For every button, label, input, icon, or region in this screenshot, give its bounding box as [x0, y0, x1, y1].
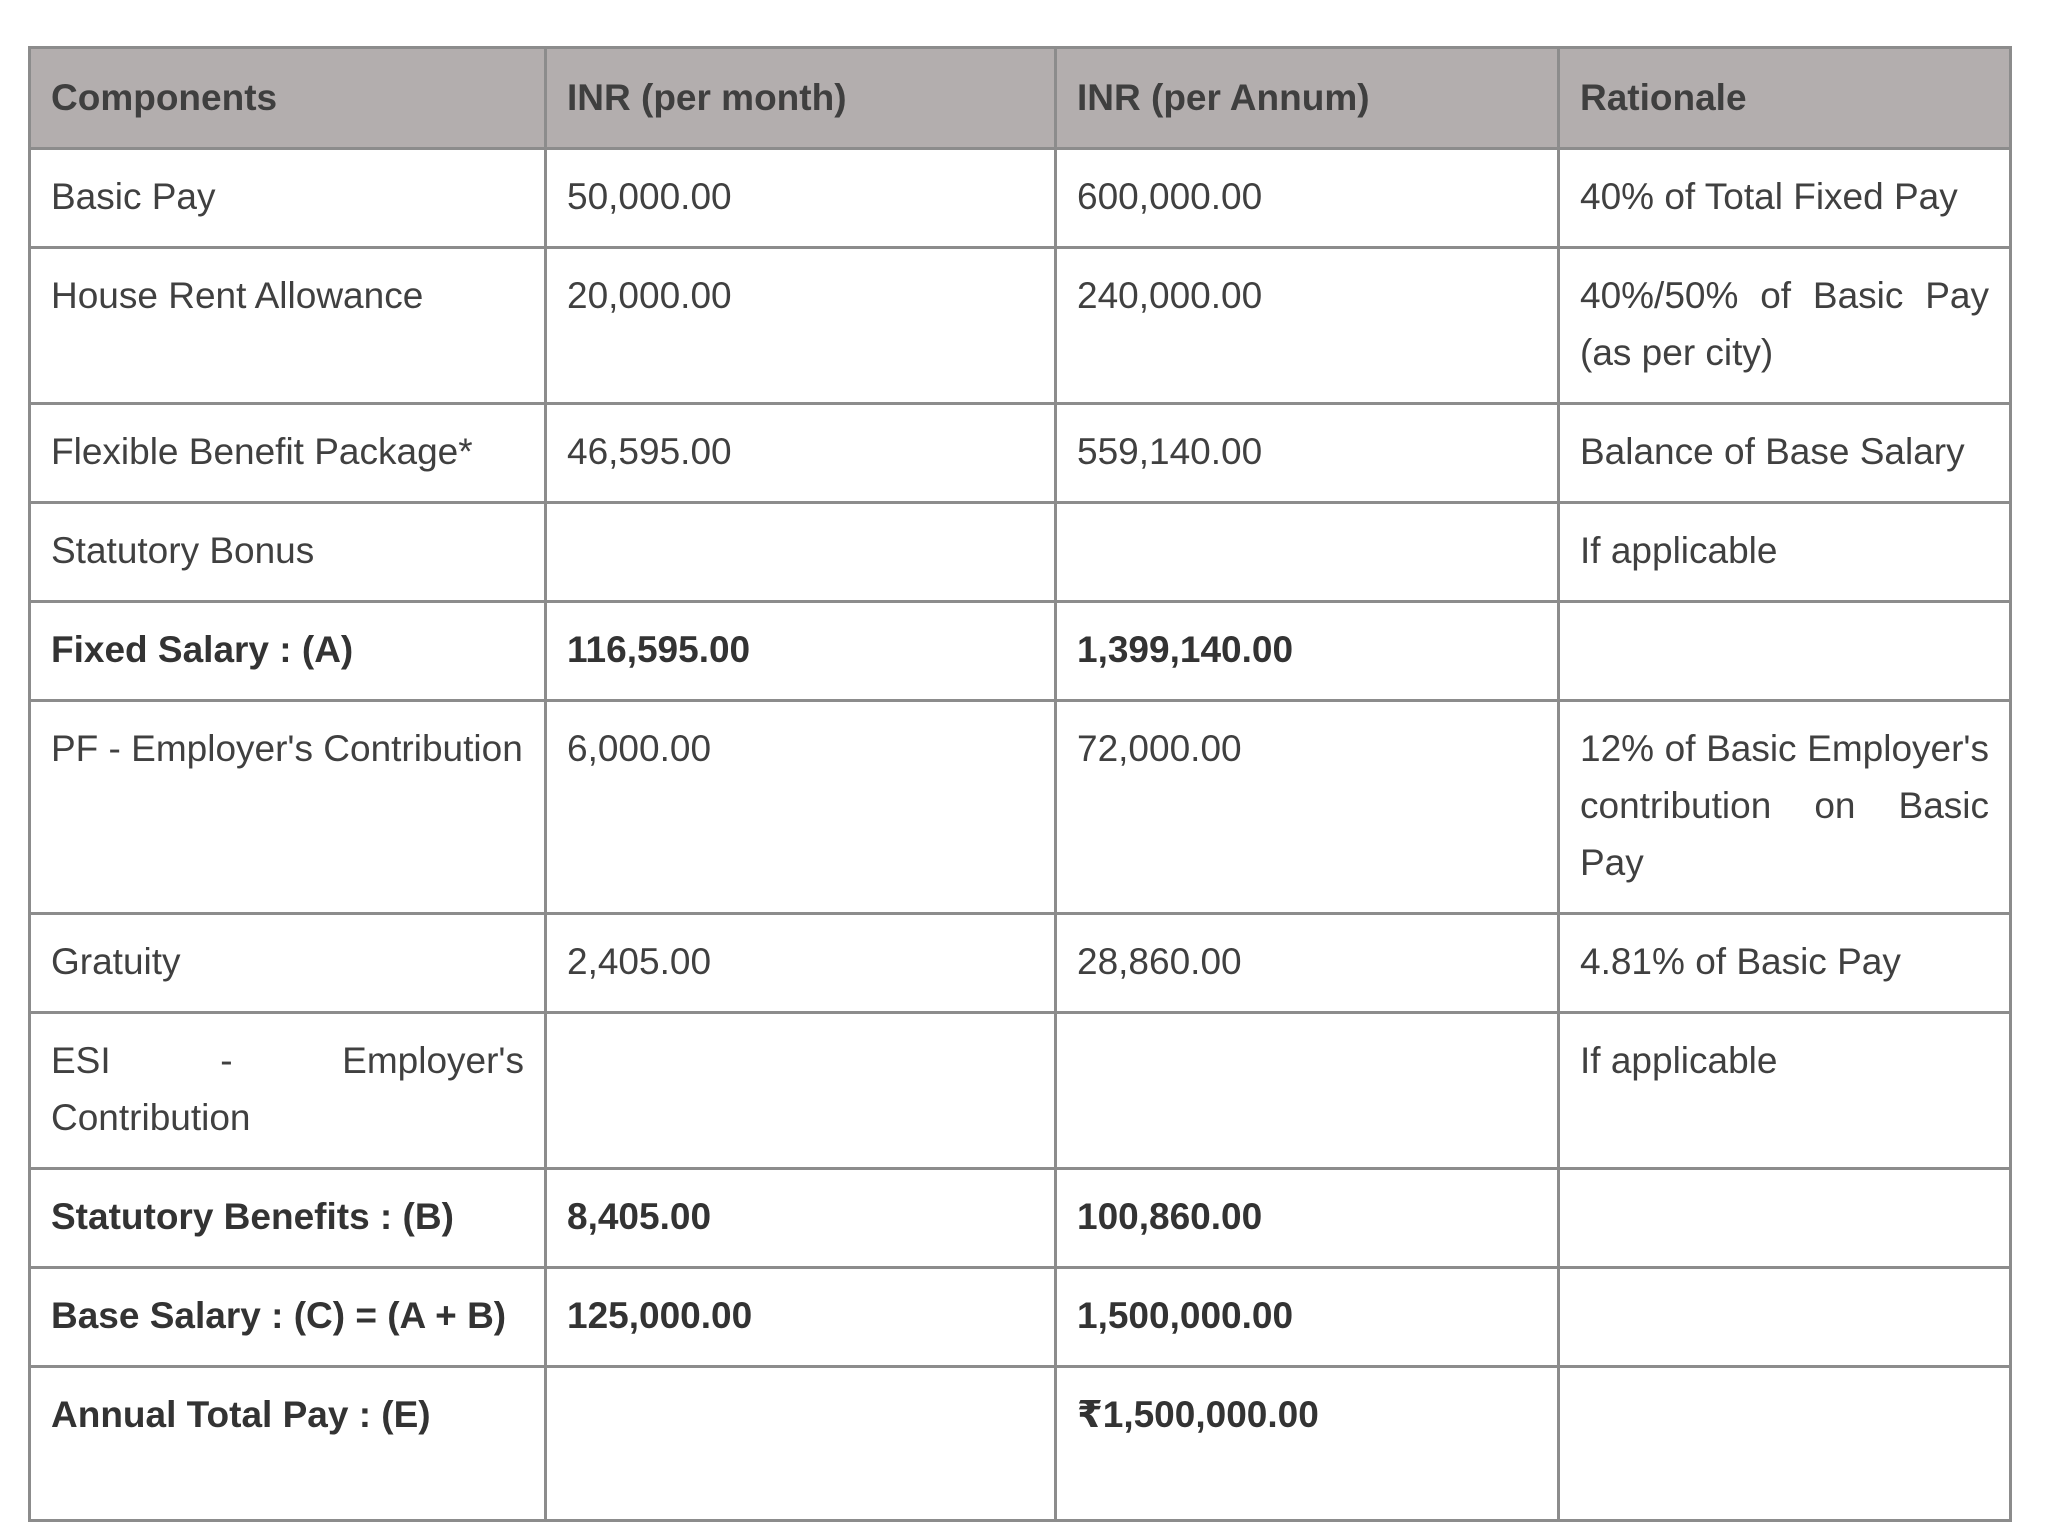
annual-cell: 1,500,000.00: [1056, 1268, 1559, 1367]
total-row: [30, 1367, 2011, 1521]
salary-breakdown-table: [28, 46, 2012, 1522]
component-cell: Base Salary : (C) = (A + B): [30, 1268, 546, 1367]
component-cell: ESI - Employer's Contribution: [30, 1013, 546, 1169]
rationale-cell: 40% of Total Fixed Pay: [1559, 149, 2011, 248]
rationale-cell: [1559, 1367, 2011, 1521]
annual-cell: [1056, 503, 1559, 602]
total-row: [30, 1268, 2011, 1367]
annual-cell: 1,399,140.00: [1056, 602, 1559, 701]
rationale-cell: If applicable: [1559, 1013, 2011, 1169]
component-cell: Annual Total Pay : (E): [30, 1367, 546, 1521]
component-cell: House Rent Allowance: [30, 248, 546, 404]
component-cell: Gratuity: [30, 914, 546, 1013]
annual-cell: [1056, 1013, 1559, 1169]
rationale-cell: 4.81% of Basic Pay: [1559, 914, 2011, 1013]
table-row: [30, 503, 2011, 602]
table-row: [30, 914, 2011, 1013]
annual-cell: 72,000.00: [1056, 701, 1559, 914]
annual-cell: 100,860.00: [1056, 1169, 1559, 1268]
rationale-cell: If applicable: [1559, 503, 2011, 602]
table-row: [30, 248, 2011, 404]
annual-cell: 28,860.00: [1056, 914, 1559, 1013]
rationale-cell: [1559, 1169, 2011, 1268]
annual-cell: 559,140.00: [1056, 404, 1559, 503]
monthly-cell: 20,000.00: [546, 248, 1056, 404]
table-row: [30, 1013, 2011, 1169]
rationale-cell: 40%/50% of Basic Pay (as per city): [1559, 248, 2011, 404]
component-cell: PF - Employer's Contribution: [30, 701, 546, 914]
component-cell: Basic Pay: [30, 149, 546, 248]
component-cell: Statutory Benefits : (B): [30, 1169, 546, 1268]
monthly-cell: 125,000.00: [546, 1268, 1056, 1367]
annual-cell: 240,000.00: [1056, 248, 1559, 404]
component-cell: Fixed Salary : (A): [30, 602, 546, 701]
component-cell: Statutory Bonus: [30, 503, 546, 602]
table-header-row: [30, 48, 2011, 149]
rationale-cell: Balance of Base Salary: [1559, 404, 2011, 503]
rationale-cell: [1559, 1268, 2011, 1367]
table-row: [30, 404, 2011, 503]
header-inr-per-annum: INR (per Annum): [1056, 48, 1559, 149]
monthly-cell: [546, 503, 1056, 602]
rationale-cell: 12% of Basic Employer's contribution on Basic Pay: [1559, 701, 2011, 914]
subtotal-row: [30, 1169, 2011, 1268]
table-row: [30, 701, 2011, 914]
monthly-cell: 116,595.00: [546, 602, 1056, 701]
component-cell: Flexible Benefit Package*: [30, 404, 546, 503]
header-rationale: Rationale: [1559, 48, 2011, 149]
table-row: [30, 149, 2011, 248]
monthly-cell: 2,405.00: [546, 914, 1056, 1013]
monthly-cell: 50,000.00: [546, 149, 1056, 248]
monthly-cell: 6,000.00: [546, 701, 1056, 914]
monthly-cell: [546, 1013, 1056, 1169]
rationale-cell: [1559, 602, 2011, 701]
annual-cell: 600,000.00: [1056, 149, 1559, 248]
monthly-cell: 46,595.00: [546, 404, 1056, 503]
header-inr-per-month: INR (per month): [546, 48, 1056, 149]
subtotal-row: [30, 602, 2011, 701]
monthly-cell: 8,405.00: [546, 1169, 1056, 1268]
annual-cell: ₹1,500,000.00: [1056, 1367, 1559, 1521]
monthly-cell: [546, 1367, 1056, 1521]
header-components: Components: [30, 48, 546, 149]
